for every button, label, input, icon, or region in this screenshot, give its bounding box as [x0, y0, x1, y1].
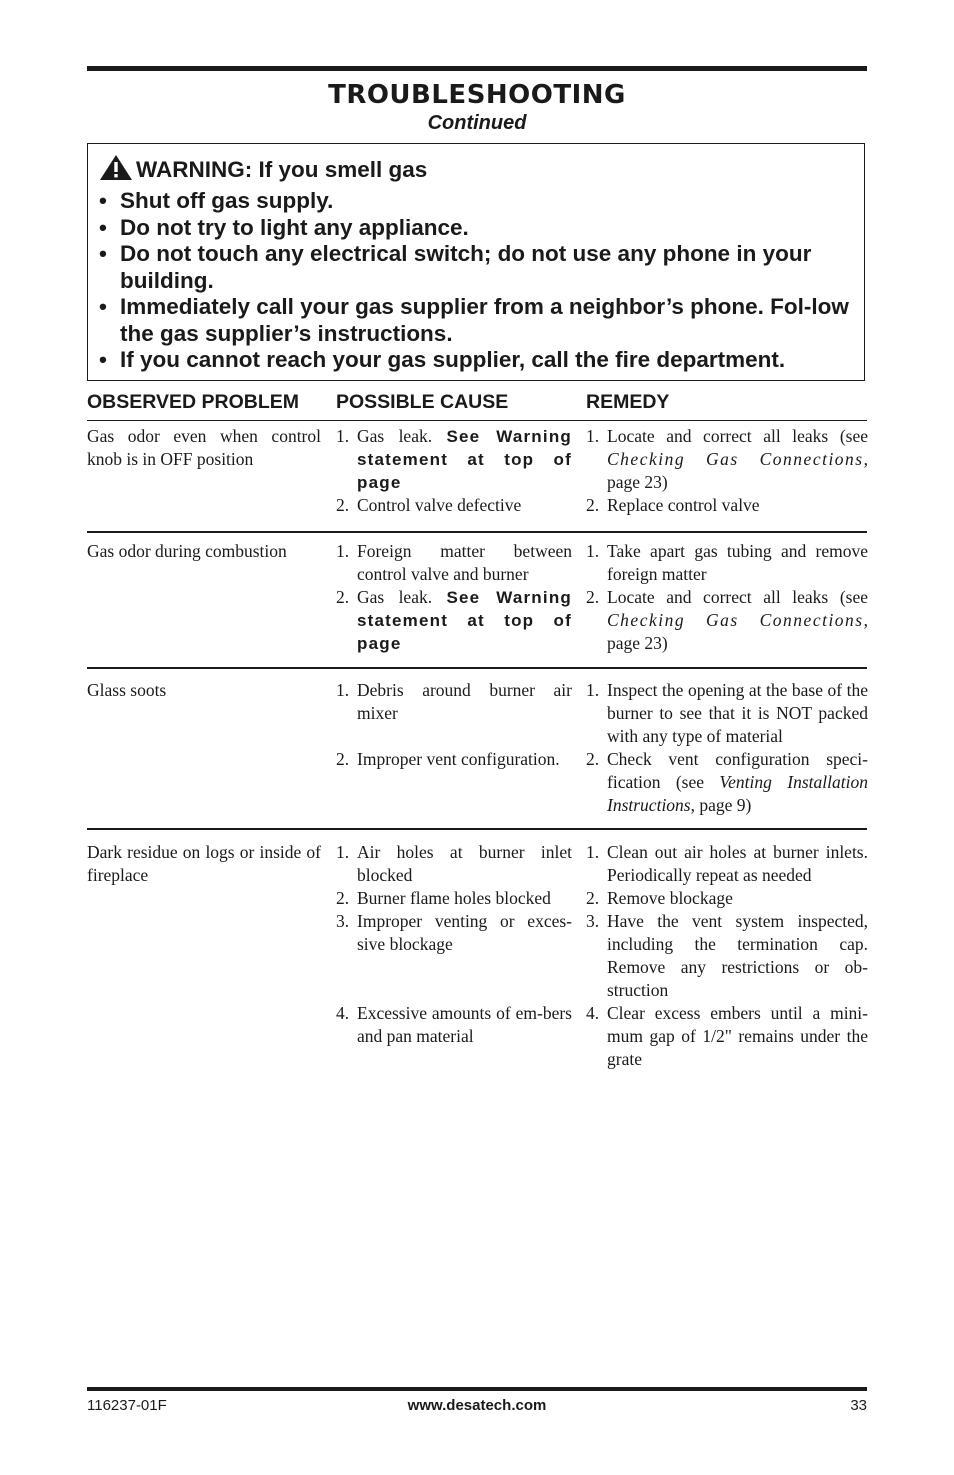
cause-item: [336, 494, 572, 517]
problem-cell: Glass soots: [87, 680, 167, 700]
warning-triangle-icon: [99, 154, 133, 181]
bullet: •: [99, 188, 107, 213]
remedies-cell: [586, 679, 868, 817]
causes-cell: [336, 540, 572, 655]
remedies-cell: [586, 540, 868, 655]
item-number: 3.: [586, 911, 600, 931]
bullet: •: [99, 347, 107, 372]
remedies-cell: [586, 841, 868, 1071]
cause-item: [336, 1002, 572, 1048]
page-number: 33: [850, 1397, 867, 1414]
page-title: TROUBLESHOOTING: [328, 80, 626, 110]
remedy-item: [586, 494, 868, 517]
item-number: 3.: [336, 911, 350, 931]
warning-item-text: Do not try to light any appliance.: [120, 214, 469, 240]
cause-text: Improper vent configuration.: [357, 749, 560, 769]
cause-item: [336, 910, 572, 956]
remedies-cell: [586, 425, 868, 517]
header-rule: [87, 420, 867, 421]
warning-item: [99, 188, 859, 215]
remedy-item: [586, 540, 868, 586]
remedy-item: [586, 841, 868, 887]
warning-item-text: Shut off gas supply.: [120, 188, 334, 213]
remedy-after-text: , page 23): [607, 610, 868, 653]
cause-text: Air holes at burner inlet blocked: [357, 842, 572, 885]
item-number: 1.: [336, 842, 350, 862]
top-rule: [87, 66, 867, 71]
cause-text: Gas leak.: [357, 426, 433, 446]
spacer: [336, 979, 572, 1002]
warning-item: [99, 294, 859, 347]
item-number: 2.: [336, 495, 350, 515]
bullet: •: [99, 294, 107, 319]
bullet: •: [99, 241, 107, 266]
cause-text: Debris around burner air mixer: [357, 680, 572, 723]
remedy-item: [586, 887, 868, 910]
causes-cell: [336, 841, 572, 1048]
remedy-italic-text: Venting Installation Instructions: [607, 772, 868, 815]
doc-number: 116237-01F: [87, 1397, 167, 1414]
warning-item: [99, 347, 859, 374]
warning-box: [87, 143, 865, 381]
cause-bold-text: See Warning statement at top of page: [357, 588, 572, 653]
spacer: [336, 725, 572, 748]
item-number: 2.: [586, 495, 600, 515]
row-rule: [87, 828, 867, 830]
page-subtitle: Continued: [427, 112, 527, 134]
bottom-rule: [87, 1387, 867, 1391]
warning-heading-text: WARNING: If you smell gas: [136, 157, 428, 182]
cause-text: Excessive amounts of em-bers and pan material: [357, 1003, 572, 1046]
remedy-italic-text: Checking Gas Connections: [607, 449, 864, 469]
item-number: 2.: [586, 888, 600, 908]
warning-item-text: Immediately call your gas supplier from a neighbor’s phone. Fol-low the gas supplier’s instructions.: [120, 294, 849, 346]
remedy-text: Clear excess embers until a mini-mum gap of 1/2" remains under the grate: [607, 1003, 868, 1069]
cause-text: Foreign matter between control valve and burner: [357, 541, 572, 584]
item-number: 1.: [586, 842, 600, 862]
item-number: 2.: [586, 587, 600, 607]
warning-list: [99, 188, 859, 374]
remedy-text: Clean out air holes at burner inlets. Periodically repeat as needed: [607, 842, 868, 885]
website-link[interactable]: www.desatech.com: [407, 1397, 547, 1414]
item-number: 4.: [336, 1003, 350, 1023]
causes-cell: [336, 425, 572, 517]
warning-item: [99, 241, 859, 294]
row-rule: [87, 667, 867, 669]
bullet: •: [99, 214, 107, 240]
remedy-text: Locate and correct all leaks (see: [607, 587, 868, 607]
remedy-text: Have the vent system inspected, including the termination cap. Remove any restrictions or ob-struction: [607, 911, 868, 1000]
problem-cell: Gas odor even when control knob is in OFF position: [87, 426, 321, 469]
cause-text: Control valve defective: [357, 495, 522, 515]
column-header-observed-problem: OBSERVED PROBLEM: [87, 391, 300, 413]
item-number: 1.: [336, 541, 350, 561]
causes-cell: [336, 679, 572, 771]
remedy-item: [586, 1002, 868, 1071]
item-number: 1.: [586, 680, 600, 700]
problem-cell: Dark residue on logs or inside of fireplace: [87, 842, 321, 885]
item-number: 4.: [586, 1003, 600, 1023]
cause-item: [336, 841, 572, 887]
item-number: 2.: [336, 888, 350, 908]
cause-item: [336, 748, 572, 771]
remedy-item: [586, 679, 868, 748]
item-number: 1.: [336, 680, 350, 700]
cause-text: Gas leak.: [357, 587, 433, 607]
row-rule: [87, 531, 867, 533]
remedy-item: [586, 586, 868, 655]
remedy-text: Remove blockage: [607, 888, 733, 908]
warning-heading: [99, 154, 427, 183]
remedy-text: Check vent configuration speci-fication (see: [607, 749, 868, 792]
warning-item-text: If you cannot reach your gas supplier, call the fire department.: [120, 347, 786, 372]
column-header-possible-cause: POSSIBLE CAUSE: [336, 391, 509, 413]
cause-item: [336, 540, 572, 586]
item-number: 1.: [336, 426, 350, 446]
remedy-item: [586, 425, 868, 494]
problem-cell: Gas odor during combustion: [87, 541, 287, 561]
remedy-after-text: , page 9): [690, 795, 752, 815]
cause-item: [336, 887, 572, 910]
remedy-text: Take apart gas tubing and remove foreign matter: [607, 541, 868, 584]
remedy-item: [586, 910, 868, 1002]
spacer: [336, 956, 572, 979]
item-number: 1.: [586, 541, 600, 561]
cause-item: [336, 425, 572, 494]
column-header-remedy: REMEDY: [586, 391, 670, 413]
item-number: 2.: [586, 749, 600, 769]
item-number: 2.: [336, 749, 350, 769]
remedy-after-text: , page 23): [607, 449, 868, 492]
remedy-text: Inspect the opening at the base of the burner to see that it is NOT packed with any type of material: [607, 680, 868, 746]
remedy-text: Replace control valve: [607, 495, 760, 515]
remedy-italic-text: Checking Gas Connections: [607, 610, 864, 630]
remedy-text: Locate and correct all leaks (see: [607, 426, 868, 446]
remedy-item: [586, 748, 868, 817]
item-number: 2.: [336, 587, 350, 607]
warning-item: [99, 215, 859, 242]
item-number: 1.: [586, 426, 600, 446]
cause-item: [336, 586, 572, 655]
cause-bold-text: See Warning statement at top of page: [357, 427, 572, 492]
warning-item-text: Do not touch any electrical switch; do not use any phone in your building.: [120, 241, 812, 293]
cause-text: Burner flame holes blocked: [357, 888, 551, 908]
cause-item: [336, 679, 572, 725]
cause-text: Improper venting or exces-sive blockage: [357, 911, 572, 954]
